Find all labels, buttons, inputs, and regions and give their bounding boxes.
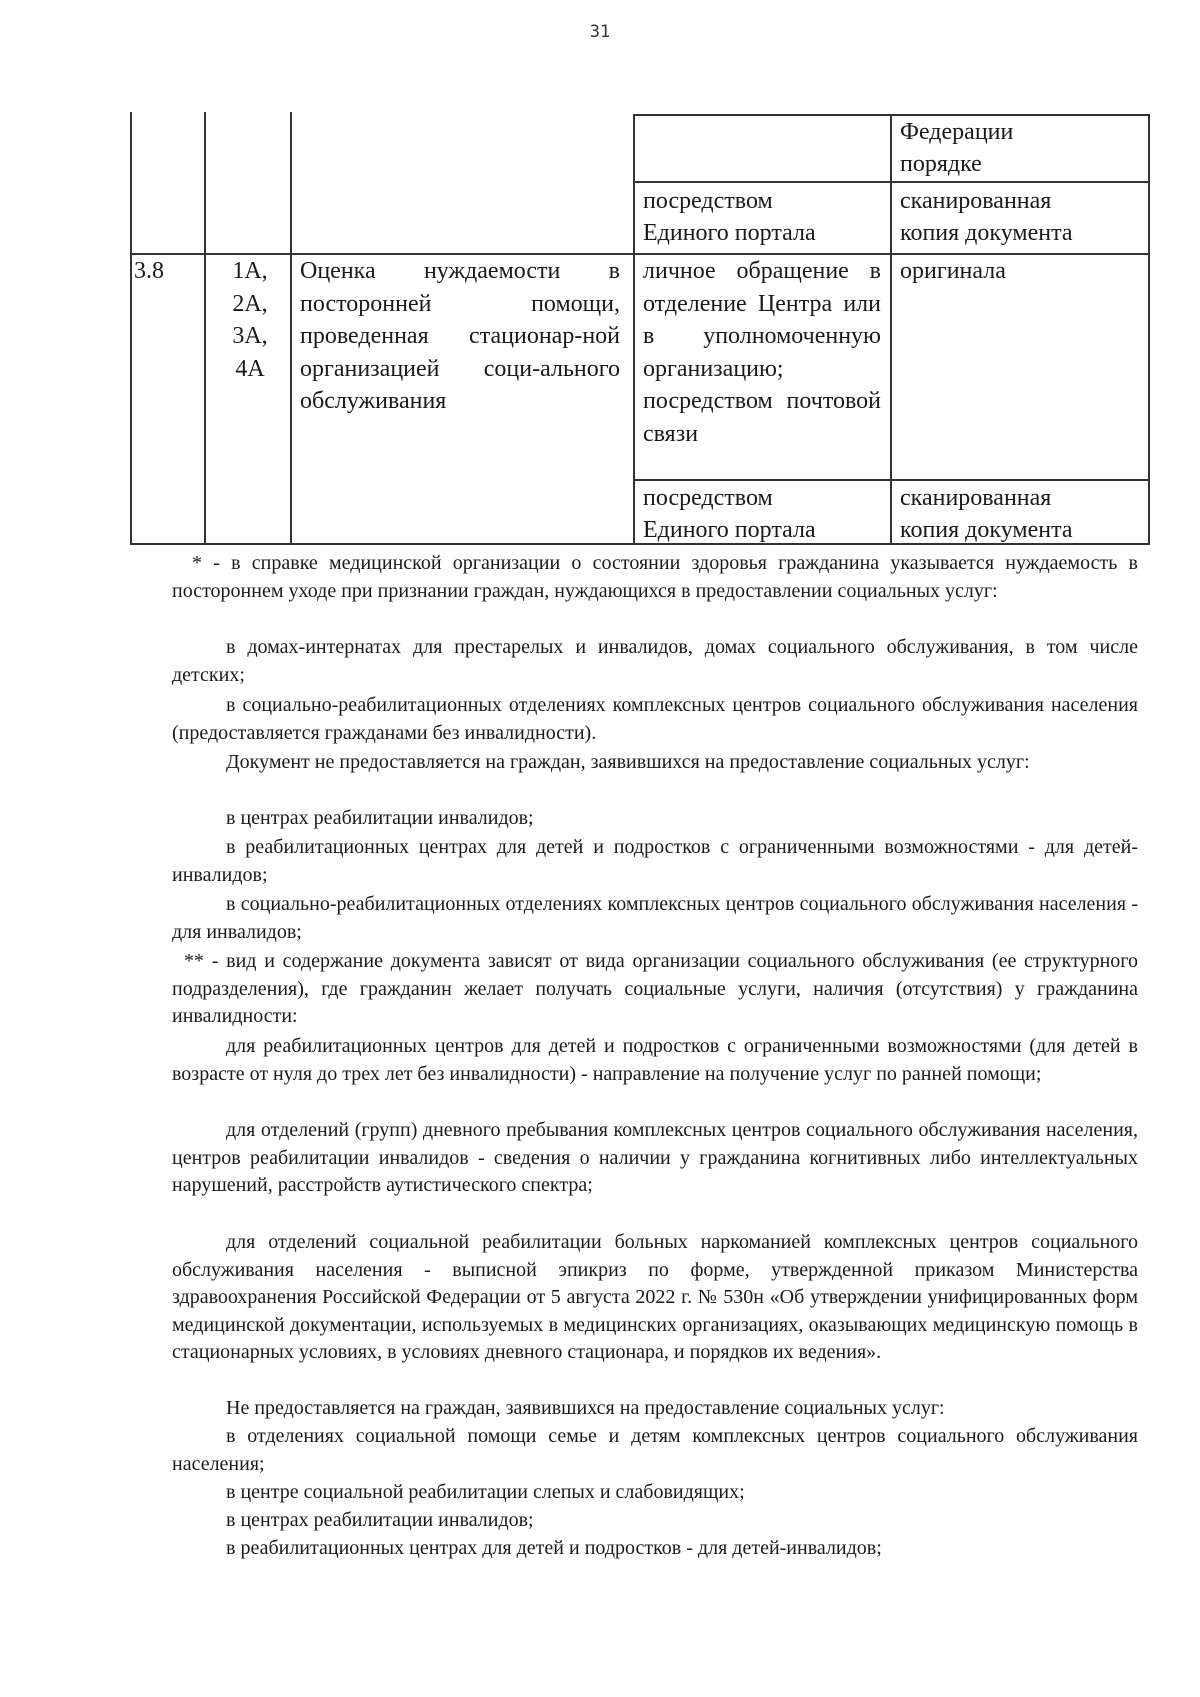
documents-table (130, 112, 1150, 544)
cell-form-cont-line1: Федерации (900, 119, 1014, 145)
note-item: в центре социальной реабилитации слепых и слабовидящих; (226, 1481, 745, 1503)
note-item: в центрах реабилитации инвалидов; (226, 807, 534, 829)
note-item: в реабилитационных центрах для детей и подростков - для детей-инвалидов; (226, 1537, 882, 1559)
cell-form-scan-line2: копия документа (900, 220, 1073, 246)
cell-row-number: 3.8 (134, 258, 164, 284)
note-item: в отделениях социальной помощи семье и детям комплексных центров социального обслуживания населения; (172, 1425, 1138, 1475)
note-paragraph: Документ не предоставляется на граждан, заявившихся на предоставление социальных услуг: (226, 751, 1030, 773)
cell-category-codes: 1А, 2А, 3А, 4А (232, 258, 268, 382)
cell-form-cont-line2: порядке (900, 151, 982, 177)
cell-form2-line2: копия документа (900, 517, 1073, 543)
note-item: для реабилитационных центров для детей и подростков с ограниченными возможностями (для детей в возрасте от нуля до трех лет без инвалидности) - направление на получение услуг по ранней помощи; (172, 1035, 1138, 1085)
note-item: для отделений (групп) дневного пребывания комплексных центров социального обслуживания населения, центров реабилитации инвалидов - сведения о наличии у гражданина когнитивных либо интеллектуальных нарушений, расстройств аутистического спектра; (172, 1119, 1138, 1197)
footnote-single-star: * - в справке медицинской организации о состоянии здоровья гражданина указывается нуждаемость в постороннем уходе при признании граждан, нуждающихся в предоставлении социальных услуг: (172, 552, 1138, 602)
cell-method2-line2: Единого портала (643, 517, 816, 543)
cell-document-description: Оценка нуждаемости в посторонней помощи, проведенная стационар-ной организацией соци-ального обслуживания (300, 258, 620, 414)
note-paragraph: Не предоставляется на граждан, заявившихся на предоставление социальных услуг: (226, 1397, 945, 1419)
note-item: для отделений социальной реабилитации больных наркоманией комплексных центров социального обслуживания населения - выписной эпикриз по форме, утвержденной приказом Министерства здравоохранения Российской Федерации от 5 августа 2022 г. № 530н «Об утверждении унифицированных форм медицинской документации, используемых в медицинских организациях, оказывающих медицинскую помощь в стационарных условиях, в условиях дневного стационара, и порядков их ведения». (172, 1231, 1138, 1364)
cell-form2-line1: сканированная (900, 485, 1052, 511)
cell-method-portal-line2: Единого портала (643, 220, 816, 246)
cell-method-portal-line1: посредством (643, 188, 773, 214)
note-item: в центрах реабилитации инвалидов; (226, 1509, 534, 1531)
footnote-double-star: ** - вид и содержание документа зависят от вида организации социального обслуживания (ее структурного подразделения), где гражданин желает получать социальные услуги, наличия (отсутствия) у гражданина инвалидности: (172, 950, 1138, 1028)
note-item: в социально-реабилитационных отделениях комплексных центров социального обслуживания населения (предоставляется гражданами без инвалидности). (172, 694, 1138, 744)
cell-document-form: оригинала (900, 258, 1006, 284)
cell-form-scan-line1: сканированная (900, 188, 1052, 214)
cell-submission-method: личное обращение в отделение Центра или в уполномоченную организацию; посредством почтовой связи (643, 258, 881, 447)
page-number: 31 (589, 22, 611, 42)
note-item: в домах-интернатах для престарелых и инвалидов, домах социального обслуживания, в том числе детских; (172, 636, 1138, 686)
note-item: в реабилитационных центрах для детей и подростков с ограниченными возможностями - для детей-инвалидов; (172, 836, 1138, 886)
cell-method2-line1: посредством (643, 485, 773, 511)
note-item: в социально-реабилитационных отделениях комплексных центров социального обслуживания населения - для инвалидов; (172, 893, 1138, 943)
